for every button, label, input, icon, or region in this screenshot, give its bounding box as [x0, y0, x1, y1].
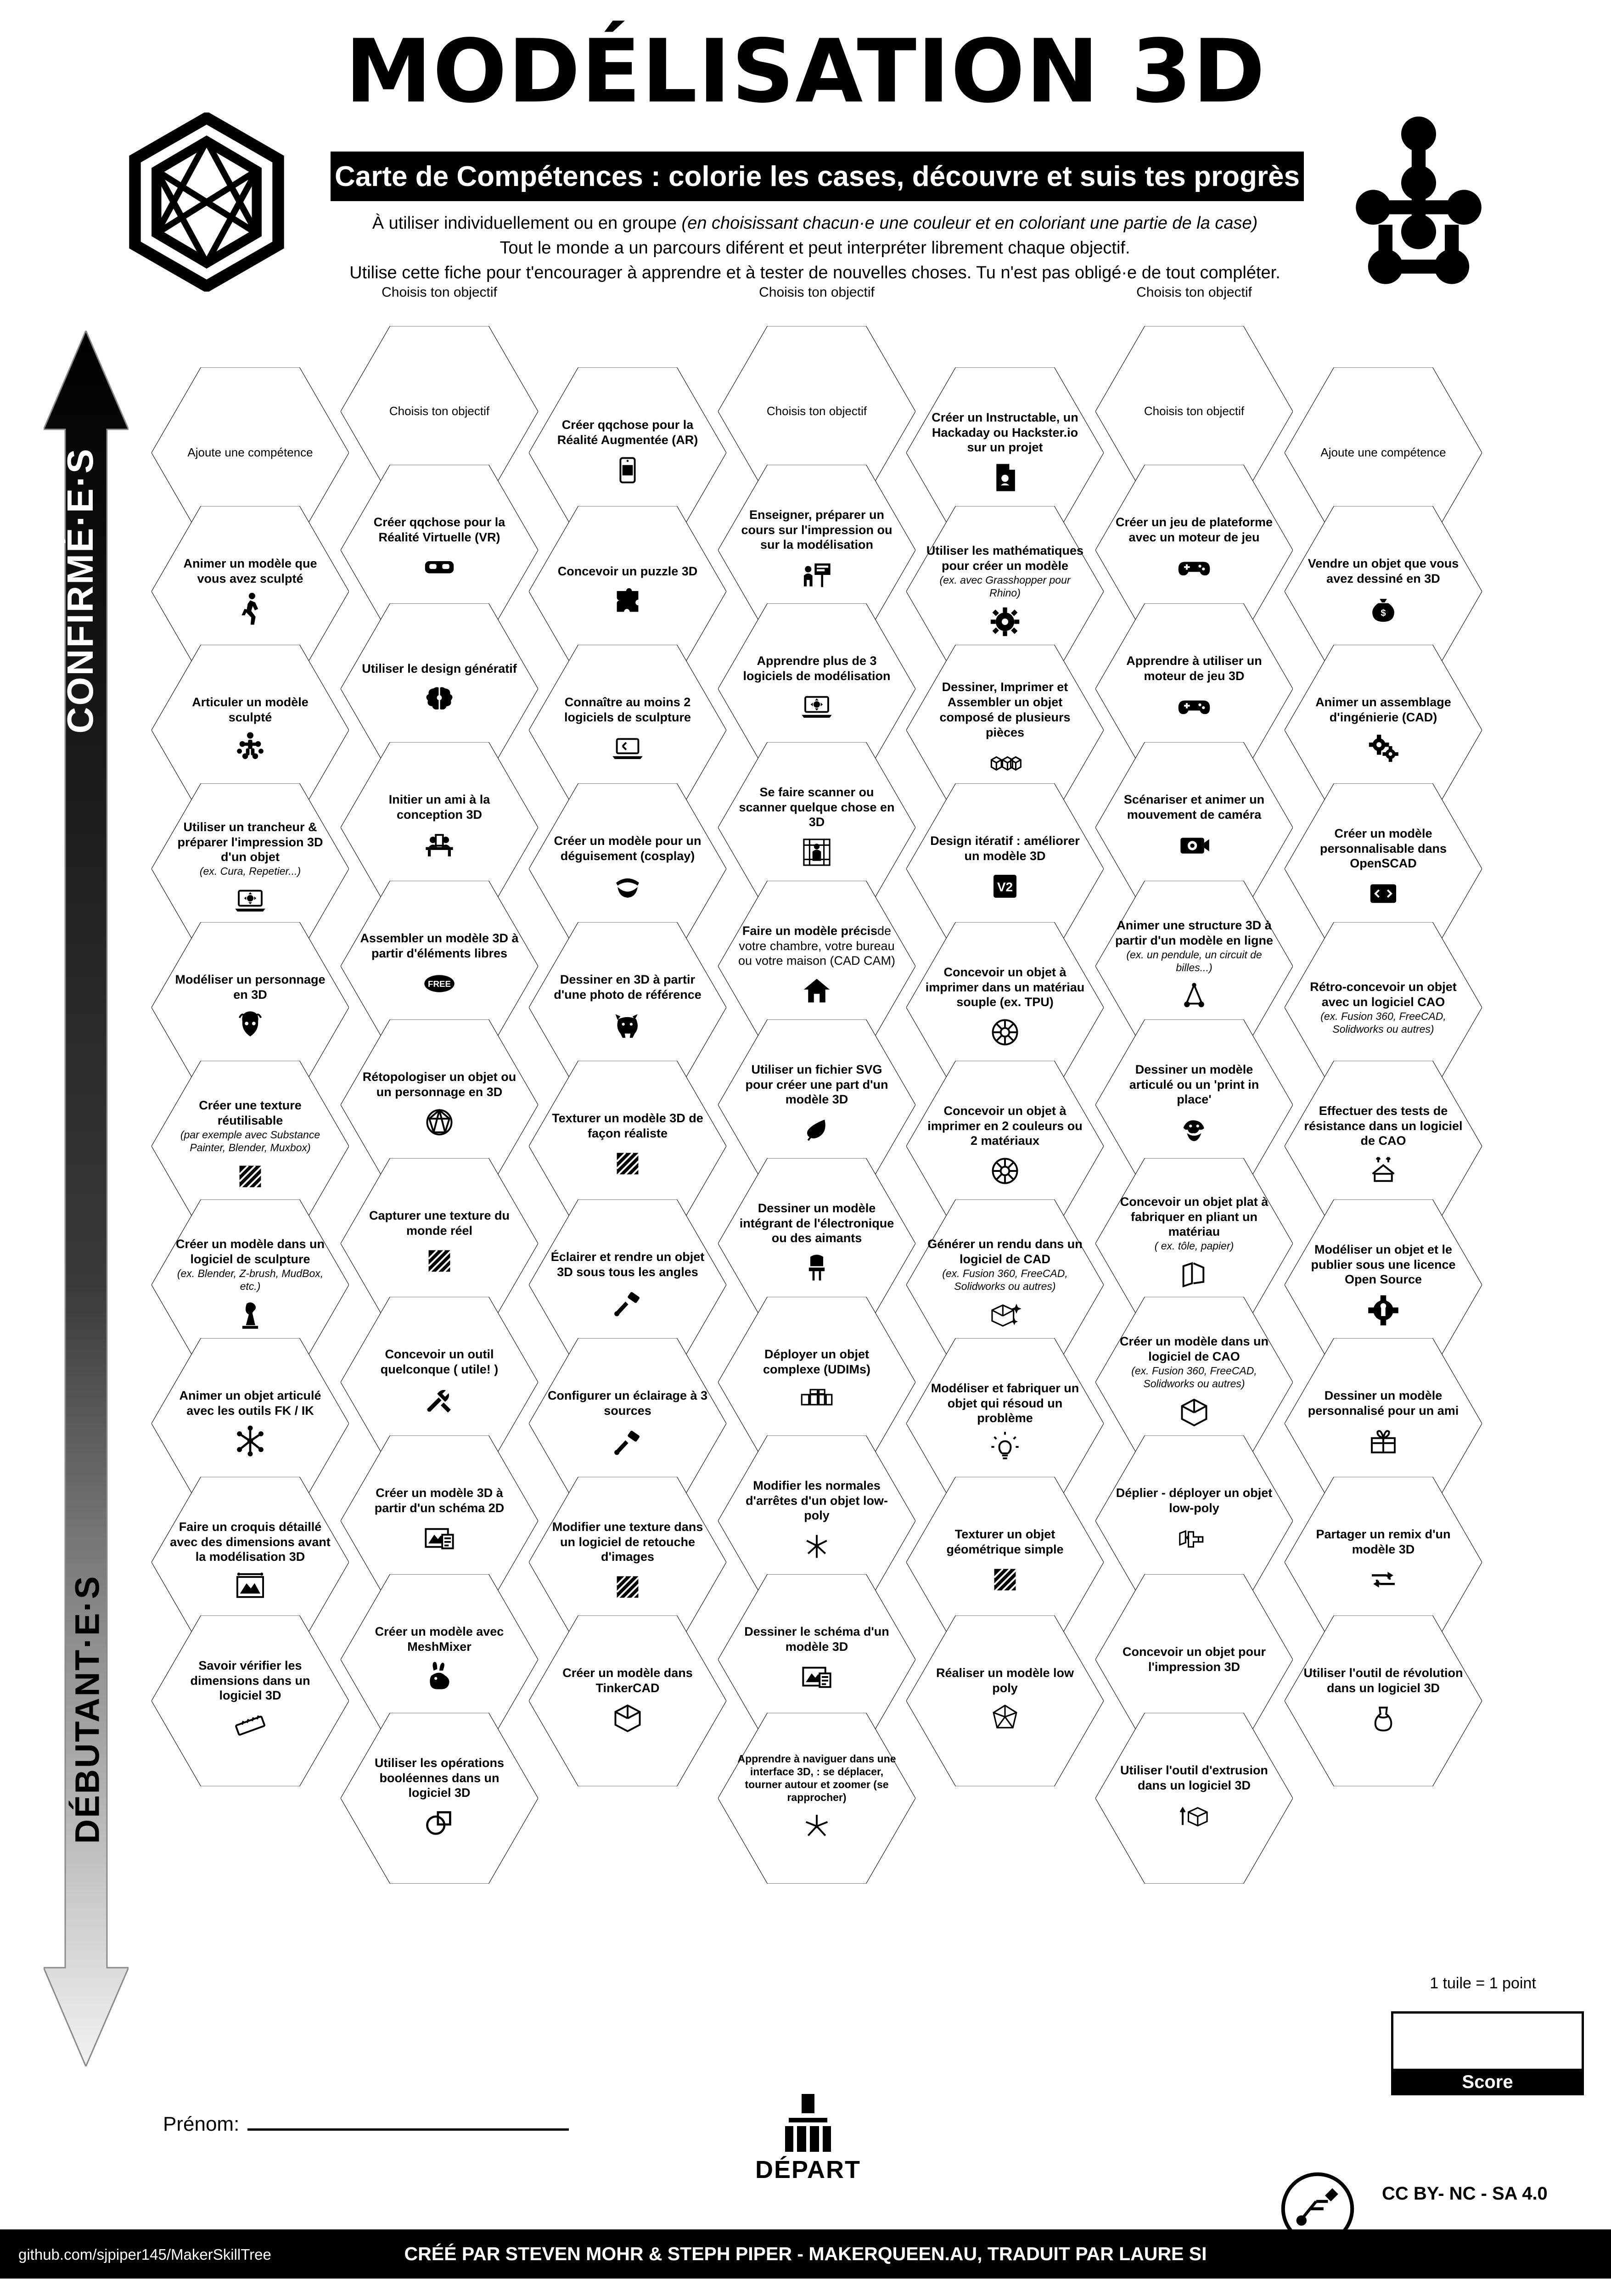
skill-label: Concevoir un outil quelconque ( utile! ): [380, 1347, 499, 1376]
skill-label: Enseigner, préparer un cours sur l'impression ou sur la modélisation: [741, 507, 893, 552]
skill-label: Utiliser les mathématiques pour créer un modèle (ex. avec Grasshopper pour Rhino): [925, 543, 1085, 599]
skill-label: Rétopologiser un objet ou un personnage en 3D: [362, 1070, 516, 1099]
skill-label: Configurer un éclairage à 3 sources: [547, 1389, 708, 1418]
udim-grid-icon: [799, 1382, 835, 1418]
skill-hex-c4-04[interactable]: [718, 881, 915, 1052]
boxes-icon: [987, 745, 1023, 781]
moneybag-icon: [1365, 591, 1401, 627]
skill-label: Apprendre plus de 3 logiciels de modélisation: [743, 654, 891, 683]
skill-hex-c1-06[interactable]: [152, 1199, 349, 1370]
skill-hex-c4-02[interactable]: [718, 603, 915, 774]
skill-note: de votre chambre, votre bureau ou votre maison (CAD CAM): [738, 923, 896, 968]
skill-hex-c2-05[interactable]: [341, 1019, 538, 1190]
revolve-icon: [1365, 1700, 1401, 1736]
skill-label: Dessiner, Imprimer et Assembler un objet composé de plusieurs pièces: [939, 680, 1071, 739]
skill-label: Texturer un objet géométrique simple: [946, 1527, 1064, 1556]
laptop-gear-icon: [232, 882, 268, 918]
laptop-icon: [610, 730, 646, 765]
skill-hex-c6-05[interactable]: [1095, 1019, 1293, 1190]
ruler-icon: [232, 1708, 268, 1744]
pendulum-icon: [1176, 979, 1212, 1014]
skill-hex-c5-10[interactable]: [906, 1615, 1104, 1786]
skill-note: (par exemple avec Substance Painter, Blender, Muxbox): [180, 1128, 320, 1154]
skill-label: Utiliser un trancheur & préparer l'impression 3D d'un objet (ex. Cura, Repetier...): [170, 820, 331, 878]
texture-swatch-icon: [610, 1146, 646, 1182]
intro-line-1a: À utiliser individuellement ou en groupe: [372, 214, 682, 233]
polygon-sphere-icon: [421, 1104, 457, 1140]
skill-hex-c2-03[interactable]: [341, 742, 538, 913]
skill-label: Modéliser et fabriquer un objet qui résoud un problème: [931, 1381, 1079, 1425]
filament-icon: [987, 1153, 1023, 1189]
render-cube-icon: [987, 1297, 1023, 1333]
name-label: Prénom:: [163, 2113, 240, 2135]
skill-note: ( ex. tôle, papier): [1154, 1240, 1234, 1252]
skill-label: Éclairer et rendre un objet 3D sous tous les angles: [550, 1250, 705, 1279]
skill-label: Créer un modèle dans un logiciel de sculpture (ex. Blender, Z-brush, MudBox, etc.): [170, 1237, 331, 1293]
cube-icon: [1176, 1395, 1212, 1430]
bunny-icon: [421, 1659, 457, 1695]
skill-label: Utiliser le design génératif: [362, 661, 517, 675]
gift-icon: [1365, 1423, 1401, 1459]
fold-icon: [1176, 1257, 1212, 1293]
skill-note: (ex. avec Grasshopper pour Rhino): [939, 574, 1071, 599]
lightbulb-icon: [987, 1430, 1023, 1466]
ar-phone-icon: [610, 452, 646, 488]
skill-label: Faire un modèle précisde votre chambre, votre bureau ou votre maison (CAD CAM): [738, 923, 896, 968]
column-goal-caption-3: Choisis ton objectif: [1136, 285, 1252, 300]
skill-hex-c3-08[interactable]: [529, 1338, 726, 1509]
skill-hex-c7-09[interactable]: [1285, 1615, 1482, 1786]
skill-hex-c2-08[interactable]: [341, 1435, 538, 1606]
skill-hex-c5-02[interactable]: [906, 506, 1104, 677]
presentation-icon: [799, 557, 835, 593]
svg-leaf-icon: [799, 1112, 835, 1148]
v2-icon: [987, 868, 1023, 904]
skill-note: (ex. Fusion 360, FreeCAD, Solidworks ou autres): [1320, 1010, 1446, 1035]
skill-label: Connaître au moins 2 logiciels de sculpture: [564, 695, 691, 724]
skill-hex-c3-02[interactable]: [529, 506, 726, 677]
skill-hex-c2-02[interactable]: [341, 603, 538, 774]
cosplay-mask-icon: [610, 868, 646, 904]
skill-hex-c5-07[interactable]: [906, 1199, 1104, 1370]
skill-note: (ex. Cura, Repetier...): [199, 865, 301, 878]
laptop-gear-icon: [799, 688, 835, 724]
dragon-icon: [1176, 1112, 1212, 1148]
skill-label: Utiliser les opérations booléennes dans un logiciel 3D: [374, 1756, 505, 1800]
unfold-icon: [1176, 1520, 1212, 1556]
skill-hex-c3-04[interactable]: [529, 783, 726, 954]
texture-swatch-icon: [610, 1569, 646, 1605]
skill-hex-c1-07[interactable]: [152, 1338, 349, 1509]
skill-label: Savoir vérifier les dimensions dans un logiciel 3D: [190, 1658, 310, 1703]
column-goal-caption-1: Choisis ton objectif: [382, 285, 497, 300]
blueprint-icon: [421, 1520, 457, 1556]
axis-label-confirmed: CONFIRMÉ·E·S: [60, 447, 101, 734]
skill-hex-c1-09[interactable]: [152, 1615, 349, 1786]
svg-text:FREE: FREE: [428, 979, 451, 989]
skill-hex-c3-01[interactable]: [529, 367, 726, 538]
svg-text:V2: V2: [997, 879, 1013, 894]
subtitle-text: Carte de Compétences : colorie les cases, découvre et suis tes progrès: [335, 160, 1300, 192]
skill-label: Créer un modèle personnalisable dans OpenSCAD: [1319, 826, 1447, 871]
character-head-icon: [232, 1007, 268, 1043]
skill-label: Choisis ton objectif: [766, 404, 867, 418]
skill-hex-c1-03[interactable]: [152, 783, 349, 954]
boolean-icon: [421, 1805, 457, 1841]
teaching-icon: [421, 827, 457, 863]
skill-label: Créer un modèle avec MeshMixer: [375, 1625, 504, 1654]
skill-label: Modéliser un objet et le publier sous une licence Open Source: [1311, 1242, 1456, 1287]
skill-label: Initier un ami à la conception 3D: [388, 793, 490, 822]
skill-note: (ex. Fusion 360, FreeCAD, Solidworks ou autres): [1131, 1364, 1257, 1390]
articulated-figure-icon: [232, 730, 268, 765]
sketch-dimensions-icon: [232, 1569, 268, 1605]
skill-hex-c2-goal[interactable]: [341, 326, 538, 497]
skill-hex-c2-01[interactable]: [341, 465, 538, 636]
skill-hex-c6-10[interactable]: [1095, 1713, 1293, 1884]
intro-line-3: Utilise cette fiche pour t'encourager à apprendre et à tester de nouvelles choses. Tu n'est pas obligé·e de tout compléter.: [349, 263, 1280, 282]
skill-label: Animer une structure 3D à partir d'un modèle en ligne (ex. un pendule, un circuit de billes...): [1114, 918, 1274, 974]
skill-label: Concevoir un objet à imprimer dans un matériau souple (ex. TPU): [925, 965, 1085, 1009]
skill-hex-c1-08[interactable]: [152, 1477, 349, 1648]
skill-label: Animer un modèle que vous avez sculpté: [183, 557, 317, 585]
navigate-icon: [799, 1808, 835, 1844]
skill-hex-c5-05[interactable]: [906, 922, 1104, 1093]
skill-label: Concevoir un objet plat à fabriquer en pliant un matériau ( ex. tôle, papier): [1114, 1194, 1274, 1253]
skill-hex-c4-09[interactable]: [718, 1574, 915, 1745]
skill-label: Générer un rendu dans un logiciel de CAD (ex. Fusion 360, FreeCAD, Solidworks ou autres): [925, 1237, 1085, 1293]
skill-label: Dessiner un modèle personnalisé pour un ami: [1308, 1389, 1459, 1418]
skill-label: Modifier une texture dans un logiciel de retouche d'images: [552, 1519, 703, 1564]
gears-icon: [1365, 730, 1401, 765]
skill-label: Design itératif : améliorer un modèle 3D: [930, 834, 1080, 863]
skill-hex-c6-06[interactable]: [1095, 1158, 1293, 1329]
code-icon: [1365, 876, 1401, 912]
skill-hex-c4-05[interactable]: [718, 1019, 915, 1190]
skill-hex-c1-01[interactable]: [152, 506, 349, 677]
skill-label: Ajoute une compétence: [1320, 445, 1446, 460]
led-icon: [799, 1250, 835, 1286]
scanner-icon: [799, 834, 835, 870]
skill-label: Modifier les normales d'arrêtes d'un objet low-poly: [746, 1478, 888, 1523]
skill-label: Créer qqchose pour la Réalité Virtuelle (VR): [373, 515, 505, 544]
skill-label: Créer un Instructable, un Hackaday ou Hackster.io sur un projet: [932, 410, 1078, 455]
skill-label: Concevoir un objet à imprimer en 2 couleurs ou 2 matériaux: [927, 1103, 1083, 1148]
skill-label: Concevoir un puzzle 3D: [557, 564, 698, 578]
skill-hex-c1-02[interactable]: [152, 645, 349, 816]
skill-hex-c5-06[interactable]: [906, 1061, 1104, 1232]
skill-label: Créer qqchose pour la Réalité Augmentée (AR): [557, 418, 698, 447]
skill-hex-c7-08[interactable]: [1285, 1477, 1482, 1648]
skill-label: Partager un remix d'un modèle 3D: [1316, 1527, 1451, 1556]
dog-icon: [610, 1007, 646, 1043]
filament-icon: [987, 1014, 1023, 1050]
skill-hex-c1-05[interactable]: [152, 1061, 349, 1232]
skill-label: Texturer un modèle 3D de façon réaliste: [552, 1111, 703, 1140]
skill-note: (ex. Fusion 360, FreeCAD, Solidworks ou autres): [942, 1267, 1068, 1292]
extrude-icon: [1176, 1798, 1212, 1834]
score-label: Score: [1391, 2069, 1584, 2095]
skill-label: Scénariser et animer un mouvement de caméra: [1123, 793, 1265, 822]
skill-hex-c4-01[interactable]: [718, 465, 915, 636]
skill-label: Créer un modèle 3D à partir d'un schéma 2D: [374, 1486, 505, 1515]
skill-hex-c2-07[interactable]: [341, 1297, 538, 1468]
skill-label: Assembler un modèle 3D à partir d'éléments libres: [360, 931, 519, 960]
intro-line-1b: (en choisissant chacun·e une couleur et en coloriant une partie de la case): [681, 214, 1258, 233]
svg-text:$: $: [1381, 608, 1386, 619]
skill-label: Déplier - déployer un objet low-poly: [1116, 1486, 1273, 1515]
skill-hex-c7-03[interactable]: [1285, 783, 1482, 954]
remix-icon: [1365, 1562, 1401, 1598]
sculpture-icon: [232, 1297, 268, 1333]
skill-hex-c7-add[interactable]: [1285, 367, 1482, 538]
camera-icon: [1176, 827, 1212, 863]
skill-label: Capturer une texture du monde réel: [369, 1209, 510, 1238]
skill-hex-c4-08[interactable]: [718, 1435, 915, 1606]
name-field[interactable]: [163, 2112, 569, 2136]
skill-label: Articuler un modèle sculpté: [192, 695, 309, 724]
start-label: DÉPART: [755, 2156, 861, 2183]
skill-label: Créer un modèle dans un logiciel de CAO (ex. Fusion 360, FreeCAD, Solidworks ou autres): [1114, 1334, 1274, 1390]
skill-label: Dessiner en 3D à partir d'une photo de référence: [554, 973, 702, 1002]
skill-label: Animer un assemblage d'ingénierie (CAD): [1315, 695, 1451, 724]
skill-hex-c6-09[interactable]: [1095, 1574, 1293, 1745]
skill-label: Créer un jeu de plateforme avec un moteur de jeu: [1115, 515, 1273, 544]
skill-hex-c4-10[interactable]: [718, 1713, 915, 1884]
gear-math-icon: [987, 604, 1023, 640]
normals-icon: [799, 1528, 835, 1564]
footer-credit: CRÉÉ PAR STEVEN MOHR & STEPH PIPER - MAKERQUEEN.AU, TRADUIT PAR LAURE SI: [404, 2243, 1207, 2264]
skill-label: Déployer un objet complexe (UDIMs): [763, 1347, 871, 1376]
skill-label: Choisis ton objectif: [389, 404, 490, 418]
skill-hex-c3-03[interactable]: [529, 645, 726, 816]
skill-label: Choisis ton objectif: [1144, 404, 1245, 418]
skill-hex-c7-06[interactable]: [1285, 1199, 1482, 1370]
license-text: CC BY- NC - SA 4.0: [1382, 2183, 1548, 2204]
skill-hex-c5-03[interactable]: [906, 645, 1104, 816]
skill-hex-c5-09[interactable]: [906, 1477, 1104, 1648]
skill-hex-c3-09[interactable]: [529, 1477, 726, 1648]
skill-label: Rétro-concevoir un objet avec un logiciel CAO (ex. Fusion 360, FreeCAD, Solidworks ou autres): [1303, 979, 1464, 1035]
stress-test-icon: [1365, 1153, 1401, 1189]
skill-hex-c7-05[interactable]: [1285, 1061, 1482, 1232]
skill-hex-c2-06[interactable]: [341, 1158, 538, 1329]
axis-label-beginner: DÉBUTANT·E·S: [68, 1575, 107, 1844]
page-title: MODÉLISATION 3D: [345, 21, 1266, 122]
texture-swatch-icon: [232, 1159, 268, 1194]
skill-hex-c4-06[interactable]: [718, 1158, 915, 1329]
walking-person-icon: [232, 591, 268, 627]
skill-label: Concevoir un objet pour l'impression 3D: [1122, 1645, 1266, 1674]
skill-label: Ajoute une compétence: [187, 445, 313, 460]
skill-label: Se faire scanner ou scanner quelque chose en 3D: [739, 785, 895, 829]
texture-swatch-icon: [421, 1243, 457, 1279]
skill-label: Créer un modèle pour un déguisement (cosplay): [554, 834, 702, 863]
document-icon: [987, 460, 1023, 495]
tools-icon: [421, 1382, 457, 1418]
skill-label: Apprendre à naviguer dans une interface 3D, : se déplacer, tourner autour et zoomer (se rapprocher): [737, 1752, 896, 1804]
skill-label: Effectuer des tests de résistance dans un logiciel de CAO: [1304, 1103, 1463, 1148]
column-goal-caption-2: Choisis ton objectif: [759, 285, 875, 300]
skill-hex-c1-04[interactable]: [152, 922, 349, 1093]
free-badge-icon: [421, 966, 457, 1002]
rig-skeleton-icon: [232, 1423, 268, 1459]
skill-label: Utiliser l'outil de révolution dans un logiciel 3D: [1303, 1666, 1463, 1695]
skill-hex-c6-03[interactable]: [1095, 742, 1293, 913]
skill-label: Modéliser un personnage en 3D: [175, 973, 326, 1002]
skill-hex-c6-04[interactable]: [1095, 881, 1293, 1052]
texture-swatch-icon: [987, 1562, 1023, 1598]
skill-hex-c3-05[interactable]: [529, 922, 726, 1093]
skill-hex-c6-01[interactable]: [1095, 465, 1293, 636]
skill-hex-c1-add[interactable]: [152, 367, 349, 538]
skill-label: Faire un croquis détaillé avec des dimensions avant la modélisation 3D: [170, 1519, 331, 1564]
skill-label: Créer une texture réutilisable (par exemple avec Substance Painter, Blender, Muxbox): [170, 1098, 331, 1154]
skill-hex-c7-07[interactable]: [1285, 1338, 1482, 1509]
spotlight-icon: [610, 1284, 646, 1320]
skill-hex-c6-07[interactable]: [1095, 1297, 1293, 1468]
skill-note: (ex. un pendule, un circuit de billes...): [1126, 948, 1262, 974]
skill-hex-c7-04[interactable]: [1285, 922, 1482, 1093]
skill-hex-c3-07[interactable]: [529, 1199, 726, 1370]
gamepad-icon: [1176, 688, 1212, 724]
start-marker: [735, 2094, 881, 2184]
gamepad-icon: [1176, 550, 1212, 585]
skill-hex-c7-01[interactable]: [1285, 506, 1482, 677]
skill-label: Vendre un objet que vous avez dessiné en 3D: [1308, 557, 1459, 585]
skill-label: Animer un objet articulé avec les outils FK / IK: [179, 1389, 321, 1418]
skill-label: Créer un modèle dans TinkerCAD: [562, 1666, 693, 1695]
house-icon: [799, 973, 835, 1009]
lowpoly-icon: [987, 1700, 1023, 1736]
skill-hex-c2-10[interactable]: [341, 1713, 538, 1884]
skill-hex-c6-goal[interactable]: [1095, 326, 1293, 497]
tile-point-note: 1 tuile = 1 point: [1430, 1975, 1536, 1992]
skill-label: Dessiner le schéma d'un modèle 3D: [744, 1625, 889, 1654]
skill-hex-c4-goal[interactable]: [718, 326, 915, 497]
footer-github-link[interactable]: github.com/sjpiper145/MakerSkillTree: [18, 2246, 271, 2263]
skill-hex-c3-06[interactable]: [529, 1061, 726, 1232]
skill-hex-c2-04[interactable]: [341, 881, 538, 1052]
skill-note: (ex. Blender, Z-brush, MudBox, etc.): [177, 1267, 324, 1292]
skill-label: Utiliser un fichier SVG pour créer une part d'un modèle 3D: [745, 1062, 888, 1107]
skill-hex-c5-01[interactable]: [906, 367, 1104, 538]
skill-label: Réaliser un modèle low poly: [936, 1666, 1074, 1695]
vr-headset-icon: [421, 550, 457, 585]
skill-hex-c4-07[interactable]: [718, 1297, 915, 1468]
intro-line-2: Tout le monde a un parcours diférent et peut interpréter librement chaque objectif.: [500, 238, 1130, 258]
page-footer: [0, 2229, 1611, 2279]
skill-hex-c4-03[interactable]: [718, 742, 915, 913]
skill-hex-c3-10[interactable]: [529, 1615, 726, 1786]
blueprint-icon: [799, 1659, 835, 1695]
spotlight-icon: [610, 1423, 646, 1459]
name-input-line[interactable]: [247, 2112, 569, 2131]
skill-hex-c7-02[interactable]: [1285, 645, 1482, 816]
skill-hex-c5-08[interactable]: [906, 1338, 1104, 1509]
skill-label: Dessiner un modèle intégrant de l'électronique ou des aimants: [739, 1201, 894, 1245]
skill-hex-c5-04[interactable]: [906, 783, 1104, 954]
brain-gear-icon: [421, 681, 457, 716]
skill-hex-c6-08[interactable]: [1095, 1435, 1293, 1606]
puzzle-icon: [610, 583, 646, 619]
opensource-gear-icon: [1365, 1292, 1401, 1328]
skill-label: Utiliser l'outil d'extrusion dans un logiciel 3D: [1120, 1763, 1268, 1792]
skill-hex-c2-09[interactable]: [341, 1574, 538, 1745]
skill-hex-c6-02[interactable]: [1095, 603, 1293, 774]
cube-icon: [610, 1700, 646, 1736]
skill-label: Dessiner un modèle articulé ou un 'print in place': [1129, 1062, 1259, 1107]
skill-label: Apprendre à utiliser un moteur de jeu 3D: [1126, 654, 1262, 683]
